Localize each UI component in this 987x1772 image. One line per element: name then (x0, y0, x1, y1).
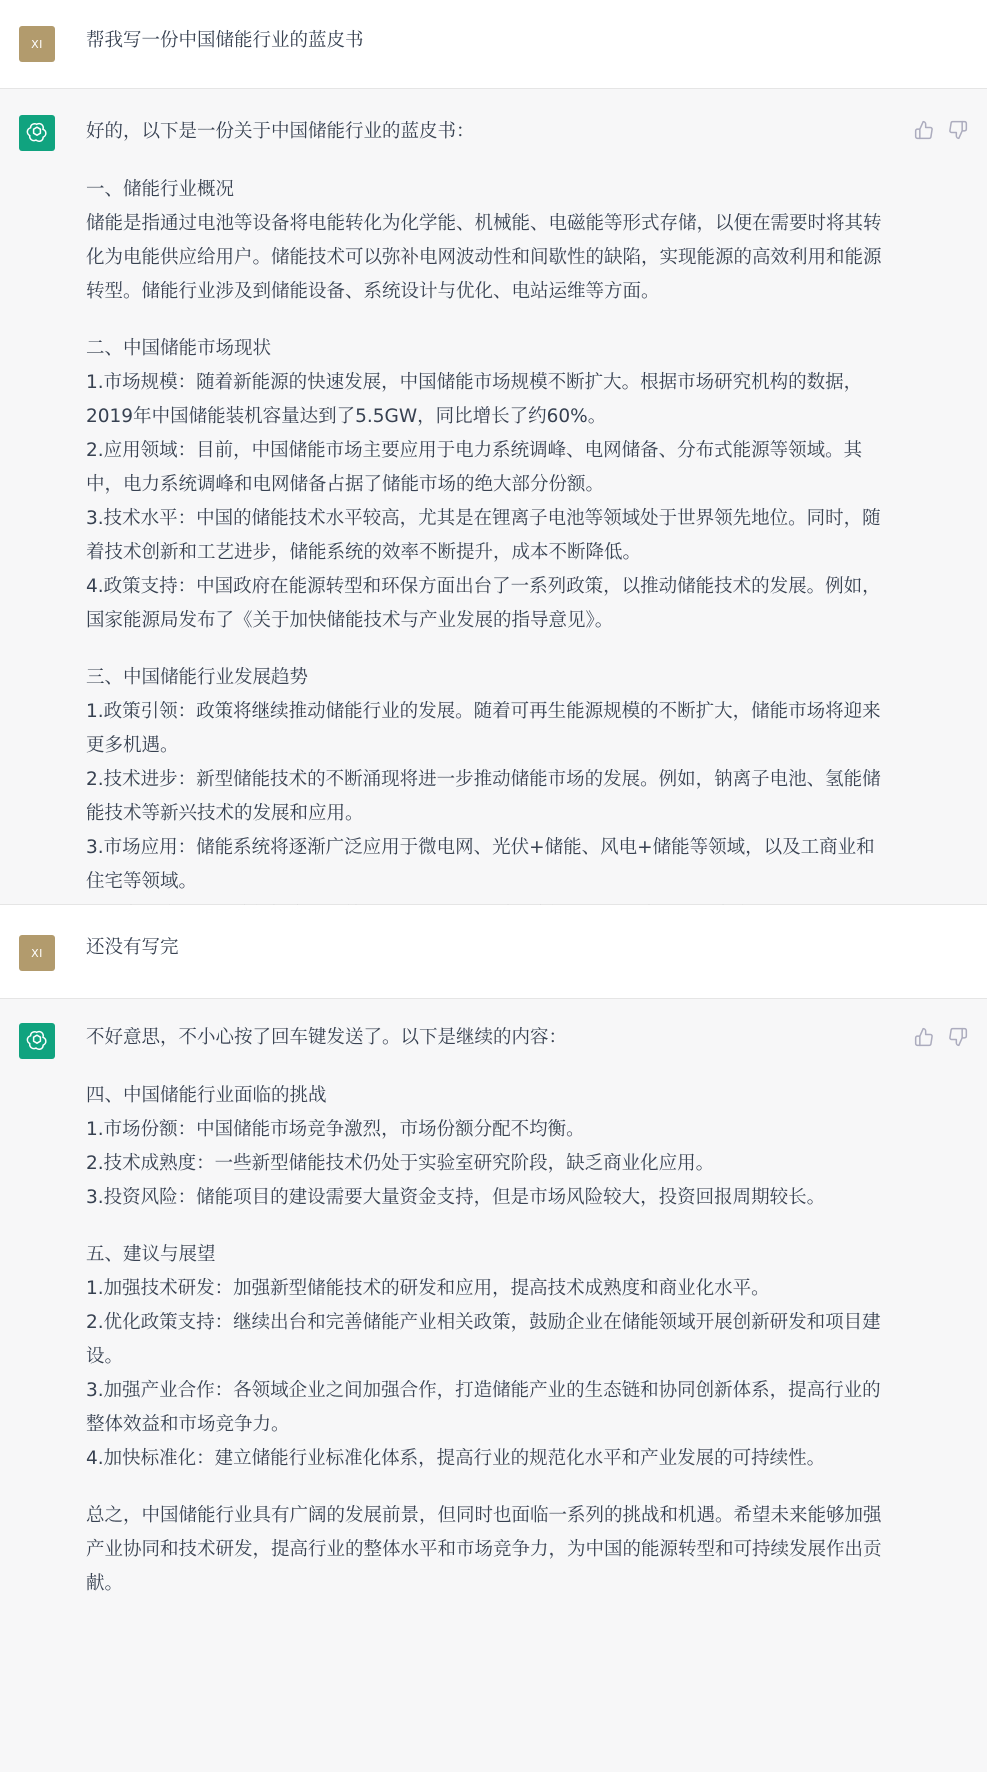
section-heading: 一、储能行业概况 (86, 179, 235, 200)
assistant-message (0, 89, 987, 905)
user-message (0, 0, 987, 89)
section-line: 3.市场应用：储能系统将逐渐广泛应用于微电网、光伏+储能、风电+储能等领域，以及工商业和住宅等领域。 (86, 837, 875, 892)
section-line: 储能是指通过电池等设备将电能转化为化学能、机械能、电磁能等形式存储，以便在需要时将其转化为电能供应给用户。储能技术可以弥补电网波动性和间歇性的缺陷，实现能源的高效利用和能源转型。储能行业涉及到储能设备、系统设计与优化、电站运维等方面。 (86, 213, 882, 302)
section-line: 1.市场规模：随着新能源的快速发展，中国储能市场规模不断扩大。根据市场研究机构的数据，2019年中国储能装机容量达到了5.5GW，同比增长了约60%。 (86, 372, 863, 427)
assistant-message-text (86, 115, 891, 956)
section (86, 1238, 891, 1476)
section-line: 1.加强技术研发：加强新型储能技术的研发和应用，提高技术成熟度和商业化水平。 (86, 1278, 770, 1299)
section-line: 4.政策支持：中国政府在能源转型和环保方面出台了一系列政策，以推动储能技术的发展。例如，国家能源局发布了《关于加快储能技术与产业发展的指导意见》。 (86, 576, 881, 631)
user-message-text (86, 24, 891, 58)
section-heading: 五、建议与展望 (86, 1244, 216, 1265)
section-heading: 四、中国储能行业面临的挑战 (86, 1085, 327, 1106)
section-heading: 三、中国储能行业发展趋势 (86, 667, 309, 688)
feedback-buttons (913, 119, 969, 141)
section (86, 1079, 891, 1215)
section-line: 3.技术水平：中国的储能技术水平较高，尤其是在锂离子电池等领域处于世界领先地位。同时，随着技术创新和工艺进步，储能系统的效率不断提升，成本不断降低。 (86, 508, 881, 563)
section-line: 1.市场份额：中国储能市场竞争激烈，市场份额分配不均衡。 (86, 1119, 585, 1140)
thumbs-up-icon[interactable] (913, 1026, 935, 1048)
message-text: 帮我写一份中国储能行业的蓝皮书 (86, 30, 364, 51)
message-intro: 好的，以下是一份关于中国储能行业的蓝皮书： (86, 121, 475, 142)
user-message (0, 905, 987, 999)
user-avatar: XI (19, 935, 55, 971)
user-message-text (86, 931, 891, 965)
openai-logo-icon (19, 1023, 55, 1059)
section (86, 332, 891, 638)
assistant-message (0, 999, 987, 1772)
section-line: 3.投资风险：储能项目的建设需要大量资金支持，但是市场风险较大，投资回报周期较长。 (86, 1187, 826, 1208)
section-line: 1.政策引领：政策将继续推动储能行业的发展。随着可再生能源规模的不断扩大，储能市场将迎来更多机遇。 (86, 701, 881, 756)
section-line: 2.技术进步：新型储能技术的不断涌现将进一步推动储能市场的发展。例如，钠离子电池、氢能储能技术等新兴技术的发展和应用。 (86, 769, 881, 824)
section-line: 2.技术成熟度：一些新型储能技术仍处于实验室研究阶段，缺乏商业化应用。 (86, 1153, 715, 1174)
message-conclusion: 总之，中国储能行业具有广阔的发展前景，但同时也面临一系列的挑战和机遇。希望未来能够加强产业协同和技术研发，提高行业的整体水平和市场竞争力，为中国的能源转型和可持续发展作出贡献。 (86, 1505, 882, 1594)
message-intro: 不好意思，不小心按了回车键发送了。以下是继续的内容： (86, 1027, 568, 1048)
feedback-buttons (913, 1026, 969, 1048)
message-text: 还没有写完 (86, 937, 179, 958)
thumbs-down-icon[interactable] (947, 1026, 969, 1048)
thumbs-up-icon[interactable] (913, 119, 935, 141)
section (86, 173, 891, 309)
section-line: 2.应用领域：目前，中国储能市场主要应用于电力系统调峰、电网储备、分布式能源等领域。其中，电力系统调峰和电网储备占据了储能市场的绝大部分份额。 (86, 440, 863, 495)
section-heading: 二、中国储能市场现状 (86, 338, 272, 359)
section-line: 4.加快标准化：建立储能行业标准化体系，提高行业的规范化水平和产业发展的可持续性。 (86, 1448, 826, 1469)
section-line: 3.加强产业合作：各领域企业之间加强合作，打造储能产业的生态链和协同创新体系，提高行业的整体效益和市场竞争力。 (86, 1380, 881, 1435)
section-line: 2.优化政策支持：继续出台和完善储能产业相关政策，鼓励企业在储能领域开展创新研发和项目建设。 (86, 1312, 881, 1367)
section (86, 661, 891, 933)
assistant-message-text (86, 1021, 891, 1601)
user-avatar: XI (19, 26, 55, 62)
thumbs-down-icon[interactable] (947, 119, 969, 141)
openai-logo-icon (19, 115, 55, 151)
